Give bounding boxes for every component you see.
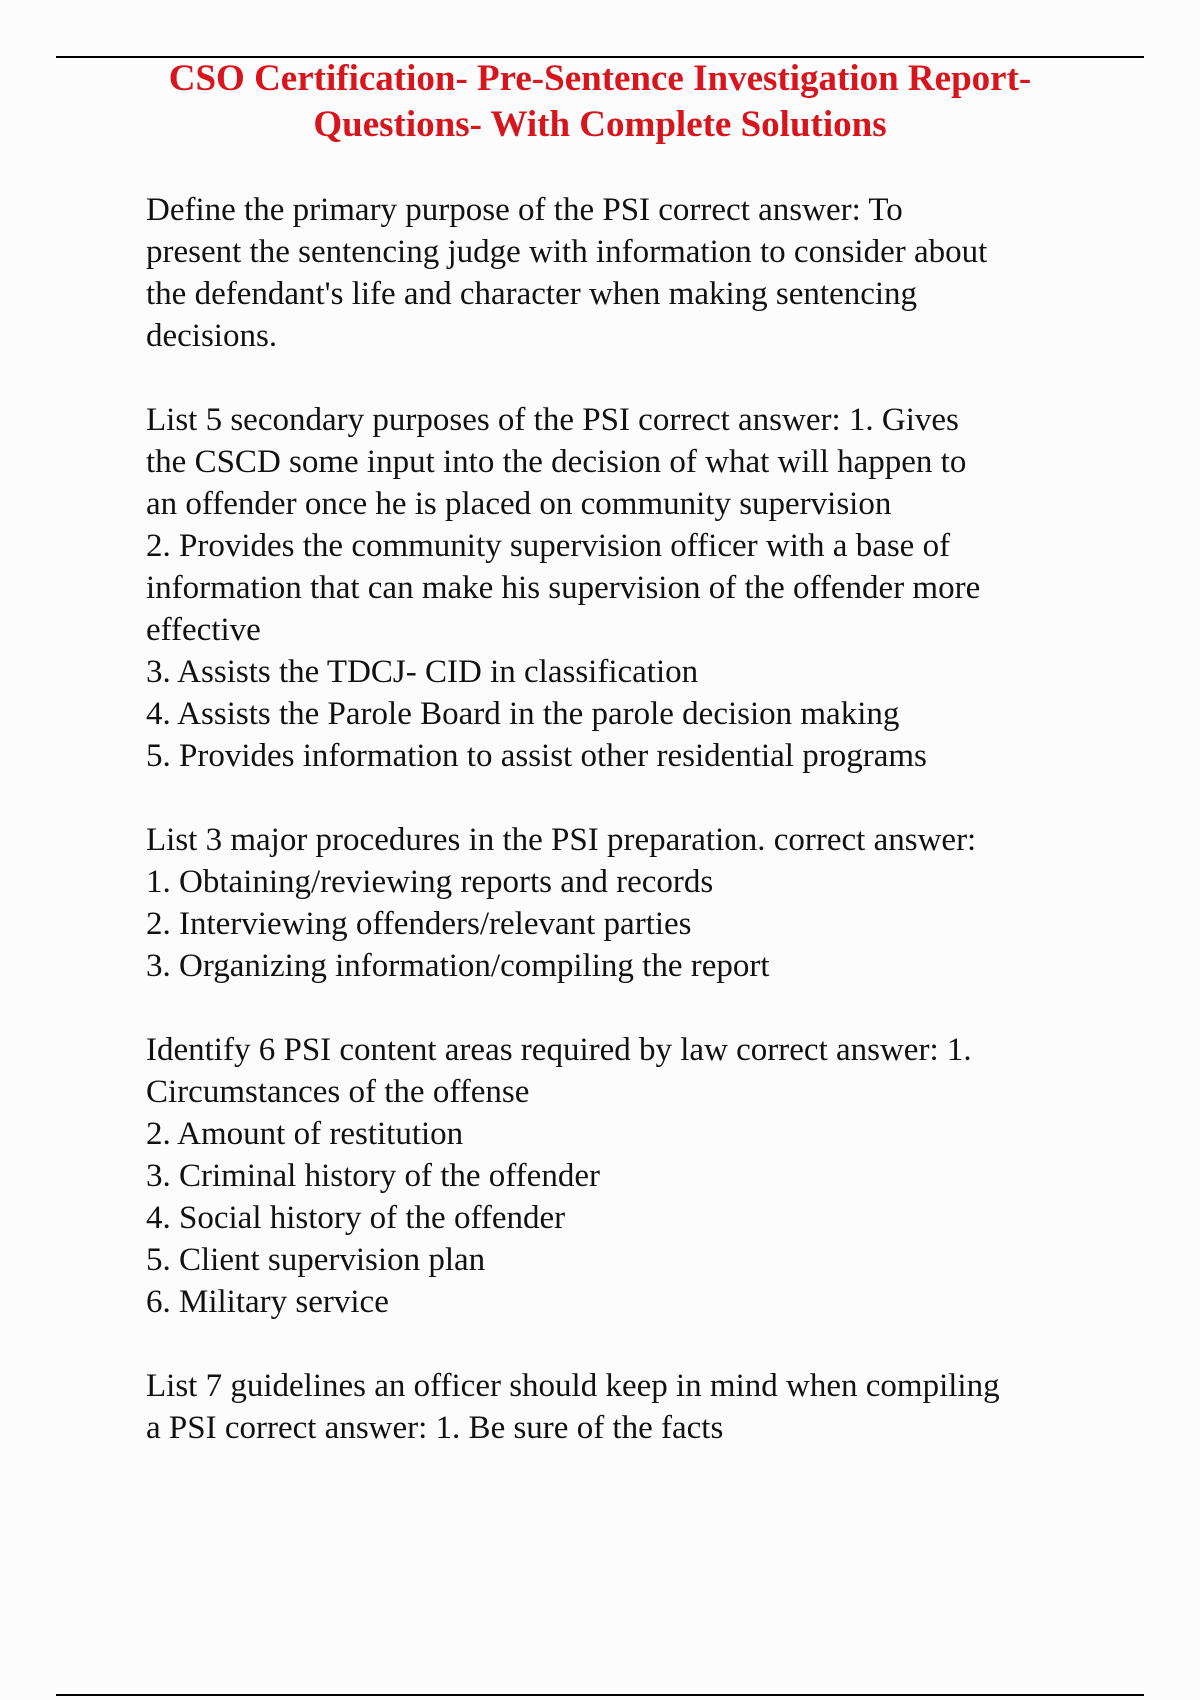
text-line: the defendant's life and character when making sentencing (146, 276, 918, 312)
text-line: 2. Provides the community supervision officer with a base of (146, 528, 951, 564)
text-line: Circumstances of the offense (146, 1074, 530, 1110)
text-line: Define the primary purpose of the PSI correct answer: To (146, 192, 903, 228)
text-line: 5. Provides information to assist other residential programs (146, 738, 927, 774)
qa-block-content-areas (146, 1029, 1106, 1323)
qa-block-primary-purpose (146, 189, 1106, 357)
text-line: information that can make his supervision of the offender more (146, 570, 981, 606)
text-line: List 5 secondary purposes of the PSI correct answer: 1. Gives (146, 402, 959, 438)
text-line: 2. Interviewing offenders/relevant parties (146, 906, 692, 942)
document-body (146, 189, 1106, 1491)
title-line-1: CSO Certification- Pre-Sentence Investigation Report- (168, 58, 1032, 99)
text-line: a PSI correct answer: 1. Be sure of the facts (146, 1410, 724, 1446)
text-line: 4. Social history of the offender (146, 1200, 566, 1236)
qa-block-secondary-purposes (146, 399, 1106, 777)
text-line: effective (146, 612, 261, 648)
document-title (100, 56, 1100, 148)
text-line: List 3 major procedures in the PSI preparation. correct answer: (146, 822, 977, 858)
text-line: List 7 guidelines an officer should keep in mind when compiling (146, 1368, 1000, 1404)
text-line: decisions. (146, 318, 278, 354)
text-line: the CSCD some input into the decision of what will happen to (146, 444, 967, 480)
qa-block-guidelines (146, 1365, 1106, 1449)
text-line: present the sentencing judge with information to consider about (146, 234, 988, 270)
text-line: 3. Assists the TDCJ- CID in classification (146, 654, 699, 690)
text-line: 4. Assists the Parole Board in the parole decision making (146, 696, 900, 732)
text-line: Identify 6 PSI content areas required by law correct answer: 1. (146, 1032, 972, 1068)
bottom-rule (56, 1694, 1144, 1696)
text-line: 3. Organizing information/compiling the report (146, 948, 770, 984)
text-line: 6. Military service (146, 1284, 389, 1320)
qa-block-major-procedures (146, 819, 1106, 987)
text-line: an offender once he is placed on community supervision (146, 486, 892, 522)
text-line: 2. Amount of restitution (146, 1116, 464, 1152)
text-line: 5. Client supervision plan (146, 1242, 486, 1278)
text-line: 3. Criminal history of the offender (146, 1158, 600, 1194)
title-line-2: Questions- With Complete Solutions (313, 104, 887, 145)
text-line: 1. Obtaining/reviewing reports and records (146, 864, 714, 900)
